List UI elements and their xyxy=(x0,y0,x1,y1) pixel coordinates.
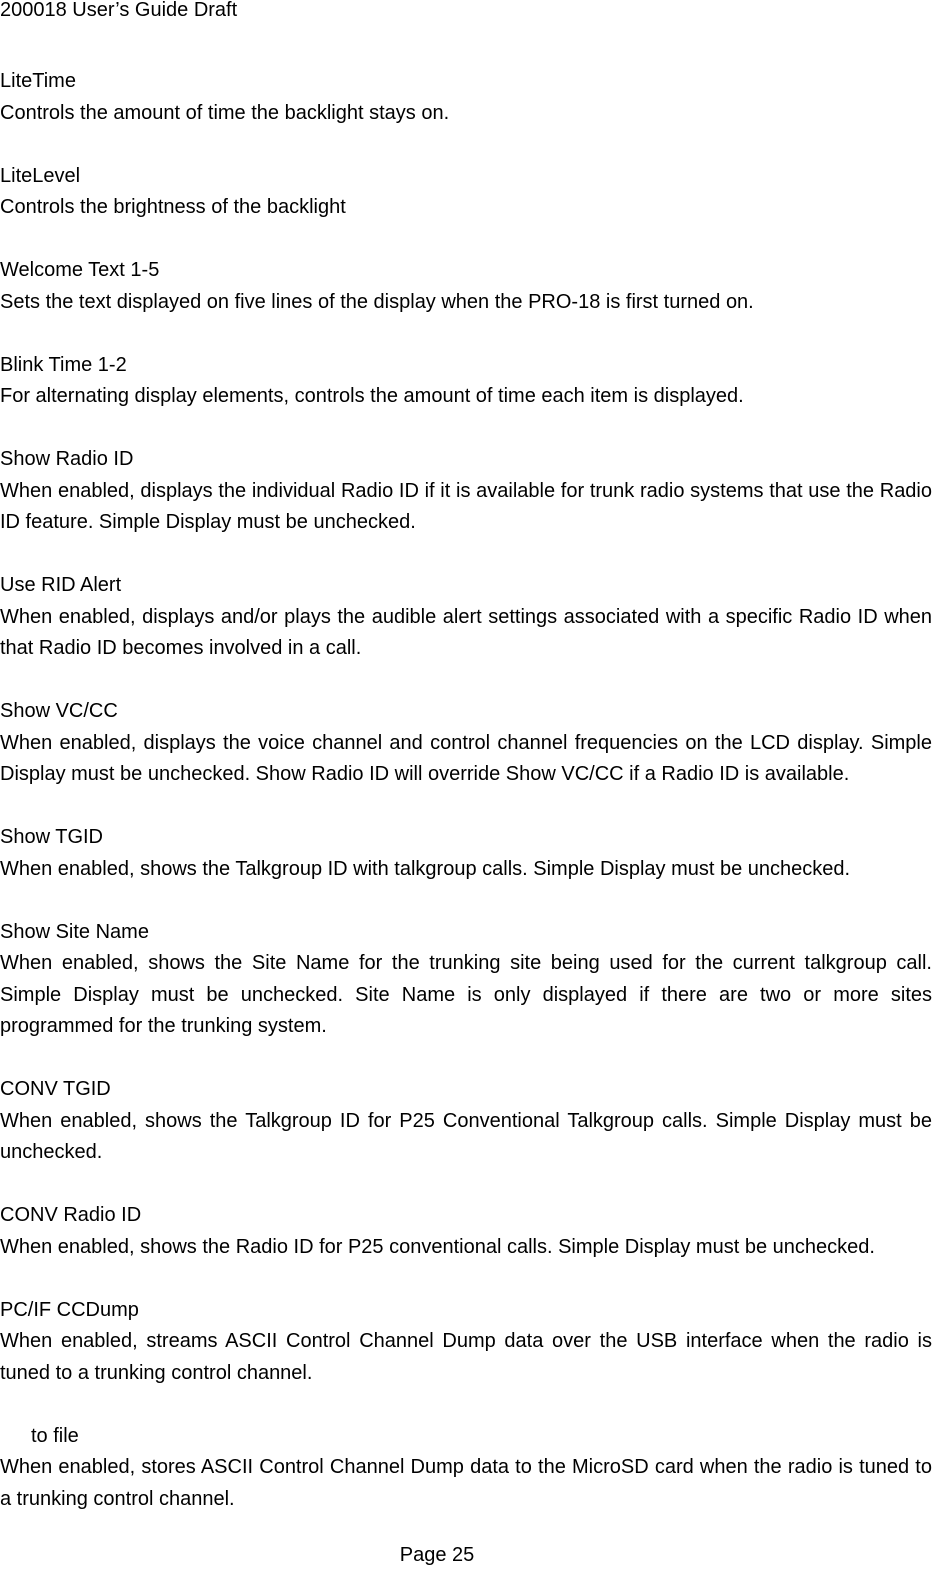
entry-description: When enabled, stores ASCII Control Channel Dump data to the MicroSD card when the radio is tuned to a trunking control channel. xyxy=(0,1456,932,1510)
entry-conv-tgid xyxy=(0,1074,932,1169)
entry-description: When enabled, displays the individual Radio ID if it is available for trunk radio systems that use the Radio ID feature. Simple Display must be unchecked. xyxy=(0,479,932,533)
entry-title: Show Site Name xyxy=(0,920,149,943)
entry-description: When enabled, shows the Site Name for the trunking site being used for the current talkgroup call. Simple Display must be unchecked. Site Name is only displayed if there are two or more sites programmed for the trunking system. xyxy=(0,952,932,1037)
entry-welcome-text xyxy=(0,255,932,318)
entry-litetime xyxy=(0,66,932,129)
entry-litelevel xyxy=(0,161,932,224)
entry-description: For alternating display elements, controls the amount of time each item is displayed. xyxy=(0,385,744,407)
entry-title: Show TGID xyxy=(0,826,103,848)
entry-title: LiteLevel xyxy=(0,164,81,187)
settings-descriptions xyxy=(0,66,932,1547)
entry-description: Sets the text displayed on five lines of the display when the PRO-18 is first turned on. xyxy=(0,290,754,313)
entry-description: Controls the amount of time the backlight stays on. xyxy=(0,101,450,124)
entry-title: Show Radio ID xyxy=(0,448,134,470)
entry-title: Blink Time 1-2 xyxy=(0,353,127,376)
entry-description: When enabled, shows the Talkgroup ID for P25 Conventional Talkgroup calls. Simple Display must be unchecked. xyxy=(0,1109,932,1163)
entry-show-site-name xyxy=(0,917,932,1043)
entry-show-vc-cc xyxy=(0,696,932,791)
entry-description: When enabled, displays and/or plays the audible alert settings associated with a specific Radio ID when that Radio ID becomes involved in a call. xyxy=(0,605,932,659)
entry-title: Use RID Alert xyxy=(0,574,122,596)
entry-blink-time xyxy=(0,350,932,413)
page-header: 200018 User’s Guide Draft xyxy=(0,0,238,21)
entry-use-rid-alert xyxy=(0,570,932,665)
entry-conv-radio-id xyxy=(0,1200,932,1263)
entry-title: Welcome Text 1-5 xyxy=(0,259,160,281)
entry-title: CONV TGID xyxy=(0,1078,111,1100)
entry-description: When enabled, streams ASCII Control Channel Dump data over the USB interface when the radio is tuned to a trunking control channel. xyxy=(0,1330,932,1384)
entry-description: When enabled, shows the Radio ID for P25 conventional calls. Simple Display must be unchecked. xyxy=(0,1235,875,1258)
entry-title: CONV Radio ID xyxy=(0,1204,142,1226)
page-number: Page 25 xyxy=(399,1544,475,1566)
entry-title: Show VC/CC xyxy=(0,700,118,722)
entry-title: PC/IF CCDump xyxy=(0,1298,139,1321)
entry-description: When enabled, shows the Talkgroup ID with talkgroup calls. Simple Display must be unchecked. xyxy=(0,857,851,880)
entry-ccdump-to-file xyxy=(0,1421,932,1516)
entry-title: to file xyxy=(31,1424,79,1447)
entry-show-tgid xyxy=(0,822,932,885)
entry-title: LiteTime xyxy=(0,70,76,92)
entry-description: When enabled, displays the voice channel and control channel frequencies on the LCD display. Simple Display must be unchecked. Show Radio ID will override Show VC/CC if a Radio ID is available. xyxy=(0,731,932,785)
entry-description: Controls the brightness of the backlight xyxy=(0,196,346,218)
entry-pc-if-ccdump xyxy=(0,1295,932,1390)
entry-show-radio-id xyxy=(0,444,932,539)
